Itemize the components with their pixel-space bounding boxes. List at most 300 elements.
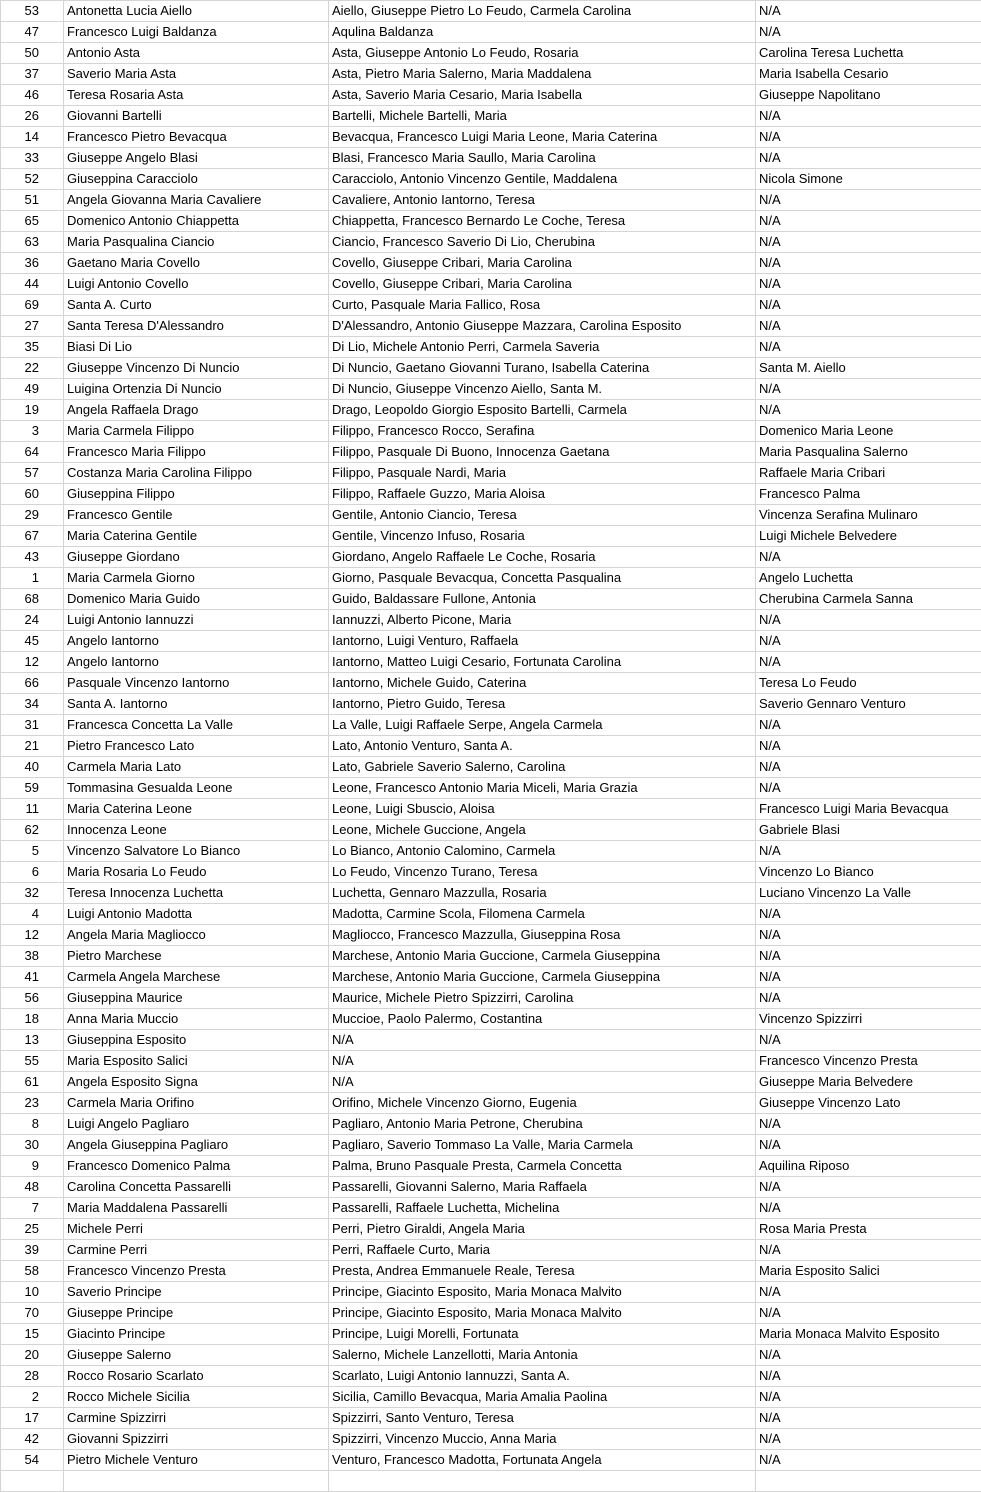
table-row [1, 211, 981, 232]
name-cell[interactable]: Saverio Principe [64, 1282, 329, 1303]
id-cell[interactable]: 25 [1, 1219, 64, 1240]
spouse-cell[interactable] [756, 1471, 981, 1492]
spouse-cell[interactable]: N/A [756, 610, 981, 631]
spouse-cell[interactable]: N/A [756, 1240, 981, 1261]
table-row [1, 1198, 981, 1219]
name-cell[interactable]: Angela Giuseppina Pagliaro [64, 1135, 329, 1156]
parents-cell[interactable]: Luchetta, Gennaro Mazzulla, Rosaria [329, 883, 756, 904]
id-cell[interactable]: 47 [1, 22, 64, 43]
parents-cell[interactable]: Principe, Giacinto Esposito, Maria Monaca Malvito [329, 1282, 756, 1303]
id-cell[interactable]: 57 [1, 463, 64, 484]
id-cell[interactable]: 39 [1, 1240, 64, 1261]
id-cell[interactable]: 34 [1, 694, 64, 715]
id-cell[interactable]: 51 [1, 190, 64, 211]
parents-cell[interactable]: Venturo, Francesco Madotta, Fortunata Angela [329, 1450, 756, 1471]
parents-cell[interactable]: Filippo, Raffaele Guzzo, Maria Aloisa [329, 484, 756, 505]
spouse-cell[interactable]: Giuseppe Maria Belvedere [756, 1072, 981, 1093]
id-cell[interactable]: 24 [1, 610, 64, 631]
spouse-cell[interactable]: Domenico Maria Leone [756, 421, 981, 442]
spouse-cell[interactable]: N/A [756, 1387, 981, 1408]
id-cell[interactable] [1, 1471, 64, 1492]
parents-cell[interactable]: Pagliaro, Saverio Tommaso La Valle, Maria Carmela [329, 1135, 756, 1156]
parents-cell[interactable]: Iantorno, Luigi Venturo, Raffaela [329, 631, 756, 652]
parents-cell[interactable]: Aqulina Baldanza [329, 22, 756, 43]
spouse-cell[interactable]: N/A [756, 295, 981, 316]
name-cell[interactable]: Santa Teresa D'Alessandro [64, 316, 329, 337]
spouse-cell[interactable]: Luciano Vincenzo La Valle [756, 883, 981, 904]
spouse-cell[interactable]: N/A [756, 253, 981, 274]
parents-cell[interactable]: Principe, Giacinto Esposito, Maria Monaca Malvito [329, 1303, 756, 1324]
id-cell[interactable]: 42 [1, 1429, 64, 1450]
spouse-cell[interactable]: N/A [756, 1114, 981, 1135]
spouse-cell[interactable]: Aquilina Riposo [756, 1156, 981, 1177]
id-cell[interactable]: 52 [1, 169, 64, 190]
id-cell[interactable]: 67 [1, 526, 64, 547]
name-cell[interactable]: Luigi Antonio Covello [64, 274, 329, 295]
spouse-cell[interactable]: N/A [756, 904, 981, 925]
id-cell[interactable]: 58 [1, 1261, 64, 1282]
parents-cell[interactable]: Leone, Michele Guccione, Angela [329, 820, 756, 841]
spouse-cell[interactable]: Gabriele Blasi [756, 820, 981, 841]
spouse-cell[interactable]: N/A [756, 1303, 981, 1324]
name-cell[interactable]: Pietro Francesco Lato [64, 736, 329, 757]
parents-cell[interactable]: Giorno, Pasquale Bevacqua, Concetta Pasqualina [329, 568, 756, 589]
parents-cell[interactable]: Leone, Luigi Sbuscio, Aloisa [329, 799, 756, 820]
spouse-cell[interactable]: Nicola Simone [756, 169, 981, 190]
id-cell[interactable]: 5 [1, 841, 64, 862]
name-cell[interactable]: Francesco Gentile [64, 505, 329, 526]
spouse-cell[interactable]: N/A [756, 232, 981, 253]
spouse-cell[interactable]: N/A [756, 211, 981, 232]
name-cell[interactable]: Biasi Di Lio [64, 337, 329, 358]
name-cell[interactable]: Francesco Luigi Baldanza [64, 22, 329, 43]
spouse-cell[interactable]: N/A [756, 1429, 981, 1450]
id-cell[interactable]: 35 [1, 337, 64, 358]
table-row [1, 253, 981, 274]
name-cell[interactable]: Luigi Antonio Madotta [64, 904, 329, 925]
name-cell[interactable]: Antonio Asta [64, 43, 329, 64]
name-cell[interactable]: Carmela Maria Orifino [64, 1093, 329, 1114]
spouse-cell[interactable]: N/A [756, 988, 981, 1009]
name-cell[interactable]: Domenico Maria Guido [64, 589, 329, 610]
name-cell[interactable]: Rocco Rosario Scarlato [64, 1366, 329, 1387]
id-cell[interactable]: 49 [1, 379, 64, 400]
spouse-cell[interactable]: N/A [756, 1030, 981, 1051]
table-row [1, 1429, 981, 1450]
parents-cell[interactable]: Lo Bianco, Antonio Calomino, Carmela [329, 841, 756, 862]
id-cell[interactable]: 4 [1, 904, 64, 925]
parents-cell[interactable]: Covello, Giuseppe Cribari, Maria Carolina [329, 274, 756, 295]
name-cell[interactable]: Giacinto Principe [64, 1324, 329, 1345]
parents-cell[interactable]: Spizzirri, Vincenzo Muccio, Anna Maria [329, 1429, 756, 1450]
spouse-cell[interactable]: Angelo Luchetta [756, 568, 981, 589]
parents-cell[interactable]: Perri, Pietro Giraldi, Angela Maria [329, 1219, 756, 1240]
spouse-cell[interactable]: N/A [756, 631, 981, 652]
id-cell[interactable]: 21 [1, 736, 64, 757]
id-cell[interactable]: 13 [1, 1030, 64, 1051]
id-cell[interactable]: 8 [1, 1114, 64, 1135]
spouse-cell[interactable]: Luigi Michele Belvedere [756, 526, 981, 547]
name-cell[interactable]: Maria Carmela Filippo [64, 421, 329, 442]
spouse-cell[interactable]: N/A [756, 757, 981, 778]
id-cell[interactable]: 41 [1, 967, 64, 988]
id-cell[interactable]: 26 [1, 106, 64, 127]
parents-cell[interactable]: Asta, Pietro Maria Salerno, Maria Maddalena [329, 64, 756, 85]
name-cell[interactable]: Giuseppe Giordano [64, 547, 329, 568]
spouse-cell[interactable]: Carolina Teresa Luchetta [756, 43, 981, 64]
name-cell[interactable]: Giuseppina Caracciolo [64, 169, 329, 190]
name-cell[interactable]: Carolina Concetta Passarelli [64, 1177, 329, 1198]
name-cell[interactable]: Francesco Maria Filippo [64, 442, 329, 463]
name-cell[interactable]: Maria Caterina Gentile [64, 526, 329, 547]
spouse-cell[interactable]: N/A [756, 841, 981, 862]
id-cell[interactable]: 64 [1, 442, 64, 463]
id-cell[interactable]: 36 [1, 253, 64, 274]
id-cell[interactable]: 12 [1, 925, 64, 946]
id-cell[interactable]: 70 [1, 1303, 64, 1324]
name-cell[interactable]: Carmine Spizzirri [64, 1408, 329, 1429]
parents-cell[interactable]: Gentile, Antonio Ciancio, Teresa [329, 505, 756, 526]
spouse-cell[interactable]: N/A [756, 22, 981, 43]
parents-cell[interactable]: Passarelli, Giovanni Salerno, Maria Raffaela [329, 1177, 756, 1198]
id-cell[interactable]: 45 [1, 631, 64, 652]
name-cell[interactable]: Maria Caterina Leone [64, 799, 329, 820]
id-cell[interactable]: 11 [1, 799, 64, 820]
parents-cell[interactable]: Iannuzzi, Alberto Picone, Maria [329, 610, 756, 631]
name-cell[interactable]: Costanza Maria Carolina Filippo [64, 463, 329, 484]
id-cell[interactable]: 65 [1, 211, 64, 232]
name-cell[interactable]: Giovanni Bartelli [64, 106, 329, 127]
parents-cell[interactable]: Guido, Baldassare Fullone, Antonia [329, 589, 756, 610]
parents-cell[interactable]: Muccioe, Paolo Palermo, Costantina [329, 1009, 756, 1030]
parents-cell[interactable]: Covello, Giuseppe Cribari, Maria Carolina [329, 253, 756, 274]
parents-cell[interactable]: N/A [329, 1030, 756, 1051]
table-row [1, 820, 981, 841]
spouse-cell[interactable]: N/A [756, 1366, 981, 1387]
id-cell[interactable]: 68 [1, 589, 64, 610]
name-cell[interactable]: Giuseppe Angelo Blasi [64, 148, 329, 169]
parents-cell[interactable]: La Valle, Luigi Raffaele Serpe, Angela Carmela [329, 715, 756, 736]
spouse-cell[interactable]: N/A [756, 967, 981, 988]
id-cell[interactable]: 48 [1, 1177, 64, 1198]
parents-cell[interactable]: D'Alessandro, Antonio Giuseppe Mazzara, Carolina Esposito [329, 316, 756, 337]
name-cell[interactable]: Angela Maria Magliocco [64, 925, 329, 946]
spouse-cell[interactable]: Vincenzo Spizzirri [756, 1009, 981, 1030]
name-cell[interactable]: Teresa Rosaria Asta [64, 85, 329, 106]
id-cell[interactable]: 54 [1, 1450, 64, 1471]
spouse-cell[interactable]: N/A [756, 1282, 981, 1303]
name-cell[interactable]: Pasquale Vincenzo Iantorno [64, 673, 329, 694]
id-cell[interactable]: 10 [1, 1282, 64, 1303]
name-cell[interactable]: Francesco Pietro Bevacqua [64, 127, 329, 148]
name-cell[interactable]: Maria Maddalena Passarelli [64, 1198, 329, 1219]
parents-cell[interactable]: Lato, Gabriele Saverio Salerno, Carolina [329, 757, 756, 778]
name-cell[interactable]: Carmela Maria Lato [64, 757, 329, 778]
spouse-cell[interactable]: N/A [756, 274, 981, 295]
parents-cell[interactable]: Maurice, Michele Pietro Spizzirri, Carolina [329, 988, 756, 1009]
spouse-cell[interactable]: N/A [756, 1177, 981, 1198]
id-cell[interactable]: 32 [1, 883, 64, 904]
parents-cell[interactable]: Orifino, Michele Vincenzo Giorno, Eugenia [329, 1093, 756, 1114]
parents-cell[interactable]: Di Nuncio, Giuseppe Vincenzo Aiello, Santa M. [329, 379, 756, 400]
id-cell[interactable]: 17 [1, 1408, 64, 1429]
parents-cell[interactable]: Curto, Pasquale Maria Fallico, Rosa [329, 295, 756, 316]
name-cell[interactable]: Vincenzo Salvatore Lo Bianco [64, 841, 329, 862]
name-cell[interactable]: Rocco Michele Sicilia [64, 1387, 329, 1408]
parents-cell[interactable]: Salerno, Michele Lanzellotti, Maria Antonia [329, 1345, 756, 1366]
name-cell[interactable]: Giuseppina Maurice [64, 988, 329, 1009]
name-cell[interactable]: Maria Rosaria Lo Feudo [64, 862, 329, 883]
id-cell[interactable]: 69 [1, 295, 64, 316]
id-cell[interactable]: 29 [1, 505, 64, 526]
spouse-cell[interactable]: Saverio Gennaro Venturo [756, 694, 981, 715]
id-cell[interactable]: 44 [1, 274, 64, 295]
parents-cell[interactable]: Filippo, Pasquale Di Buono, Innocenza Gaetana [329, 442, 756, 463]
id-cell[interactable]: 19 [1, 400, 64, 421]
name-cell[interactable]: Francesco Vincenzo Presta [64, 1261, 329, 1282]
spouse-cell[interactable]: N/A [756, 925, 981, 946]
spouse-cell[interactable]: Francesco Palma [756, 484, 981, 505]
parents-cell[interactable]: N/A [329, 1072, 756, 1093]
parents-cell[interactable]: Palma, Bruno Pasquale Presta, Carmela Concetta [329, 1156, 756, 1177]
name-cell[interactable]: Maria Esposito Salici [64, 1051, 329, 1072]
spouse-cell[interactable]: N/A [756, 1450, 981, 1471]
name-cell[interactable] [64, 1471, 329, 1492]
parents-cell[interactable]: Chiappetta, Francesco Bernardo Le Coche, Teresa [329, 211, 756, 232]
id-cell[interactable]: 14 [1, 127, 64, 148]
name-cell[interactable]: Innocenza Leone [64, 820, 329, 841]
spouse-cell[interactable]: Raffaele Maria Cribari [756, 463, 981, 484]
parents-cell[interactable]: Presta, Andrea Emmanuele Reale, Teresa [329, 1261, 756, 1282]
spouse-cell[interactable]: Giuseppe Napolitano [756, 85, 981, 106]
parents-cell[interactable]: Ciancio, Francesco Saverio Di Lio, Cherubina [329, 232, 756, 253]
parents-cell[interactable]: Marchese, Antonio Maria Guccione, Carmela Giuseppina [329, 946, 756, 967]
id-cell[interactable]: 46 [1, 85, 64, 106]
table-row [1, 43, 981, 64]
parents-cell[interactable]: Filippo, Pasquale Nardi, Maria [329, 463, 756, 484]
spouse-cell[interactable]: N/A [756, 190, 981, 211]
parents-cell[interactable]: Drago, Leopoldo Giorgio Esposito Bartelli, Carmela [329, 400, 756, 421]
name-cell[interactable]: Angela Esposito Signa [64, 1072, 329, 1093]
parents-cell[interactable]: Leone, Francesco Antonio Maria Miceli, Maria Grazia [329, 778, 756, 799]
parents-cell[interactable]: Bevacqua, Francesco Luigi Maria Leone, Maria Caterina [329, 127, 756, 148]
id-cell[interactable]: 62 [1, 820, 64, 841]
table-row [1, 547, 981, 568]
id-cell[interactable]: 28 [1, 1366, 64, 1387]
id-cell[interactable]: 12 [1, 652, 64, 673]
spouse-cell[interactable]: Maria Pasqualina Salerno [756, 442, 981, 463]
table-row [1, 862, 981, 883]
id-cell[interactable]: 55 [1, 1051, 64, 1072]
spouse-cell[interactable]: Francesco Luigi Maria Bevacqua [756, 799, 981, 820]
spouse-cell[interactable]: N/A [756, 715, 981, 736]
parents-cell[interactable]: Cavaliere, Antonio Iantorno, Teresa [329, 190, 756, 211]
parents-cell[interactable]: Filippo, Francesco Rocco, Serafina [329, 421, 756, 442]
name-cell[interactable]: Giuseppe Vincenzo Di Nuncio [64, 358, 329, 379]
parents-cell[interactable]: Scarlato, Luigi Antonio Iannuzzi, Santa A. [329, 1366, 756, 1387]
name-cell[interactable]: Antonetta Lucia Aiello [64, 1, 329, 22]
spouse-cell[interactable]: Teresa Lo Feudo [756, 673, 981, 694]
spouse-cell[interactable]: N/A [756, 778, 981, 799]
id-cell[interactable]: 53 [1, 1, 64, 22]
spouse-cell[interactable]: N/A [756, 127, 981, 148]
id-cell[interactable]: 59 [1, 778, 64, 799]
parents-cell[interactable]: Caracciolo, Antonio Vincenzo Gentile, Maddalena [329, 169, 756, 190]
parents-cell[interactable]: N/A [329, 1051, 756, 1072]
table-row [1, 1282, 981, 1303]
parents-cell[interactable] [329, 1471, 756, 1492]
parents-cell[interactable]: Di Nuncio, Gaetano Giovanni Turano, Isabella Caterina [329, 358, 756, 379]
id-cell[interactable]: 60 [1, 484, 64, 505]
spouse-cell[interactable]: N/A [756, 652, 981, 673]
spouse-cell[interactable]: N/A [756, 400, 981, 421]
id-cell[interactable]: 7 [1, 1198, 64, 1219]
name-cell[interactable]: Giuseppe Salerno [64, 1345, 329, 1366]
parents-cell[interactable]: Sicilia, Camillo Bevacqua, Maria Amalia Paolina [329, 1387, 756, 1408]
spouse-cell[interactable]: Rosa Maria Presta [756, 1219, 981, 1240]
spouse-cell[interactable]: N/A [756, 946, 981, 967]
name-cell[interactable]: Angelo Iantorno [64, 652, 329, 673]
parents-cell[interactable]: Blasi, Francesco Maria Saullo, Maria Carolina [329, 148, 756, 169]
spouse-cell[interactable]: N/A [756, 337, 981, 358]
parents-cell[interactable]: Principe, Luigi Morelli, Fortunata [329, 1324, 756, 1345]
name-cell[interactable]: Giovanni Spizzirri [64, 1429, 329, 1450]
parents-cell[interactable]: Bartelli, Michele Bartelli, Maria [329, 106, 756, 127]
spouse-cell[interactable]: N/A [756, 1345, 981, 1366]
parents-cell[interactable]: Iantorno, Matteo Luigi Cesario, Fortunata Carolina [329, 652, 756, 673]
parents-cell[interactable]: Lato, Antonio Venturo, Santa A. [329, 736, 756, 757]
parents-cell[interactable]: Di Lio, Michele Antonio Perri, Carmela Saveria [329, 337, 756, 358]
parents-cell[interactable]: Spizzirri, Santo Venturo, Teresa [329, 1408, 756, 1429]
parents-cell[interactable]: Gentile, Vincenzo Infuso, Rosaria [329, 526, 756, 547]
id-cell[interactable]: 37 [1, 64, 64, 85]
spouse-cell[interactable]: Vincenza Serafina Mulinaro [756, 505, 981, 526]
name-cell[interactable]: Luigi Angelo Pagliaro [64, 1114, 329, 1135]
spouse-cell[interactable]: N/A [756, 316, 981, 337]
id-cell[interactable]: 31 [1, 715, 64, 736]
spouse-cell[interactable]: N/A [756, 1198, 981, 1219]
name-cell[interactable]: Michele Perri [64, 1219, 329, 1240]
id-cell[interactable]: 56 [1, 988, 64, 1009]
id-cell[interactable]: 20 [1, 1345, 64, 1366]
name-cell[interactable]: Santa A. Curto [64, 295, 329, 316]
id-cell[interactable]: 9 [1, 1156, 64, 1177]
table-row [1, 1177, 981, 1198]
id-cell[interactable]: 40 [1, 757, 64, 778]
name-cell[interactable]: Pietro Marchese [64, 946, 329, 967]
spouse-cell[interactable]: N/A [756, 379, 981, 400]
spouse-cell[interactable]: N/A [756, 1, 981, 22]
parents-cell[interactable]: Passarelli, Raffaele Luchetta, Michelina [329, 1198, 756, 1219]
id-cell[interactable]: 43 [1, 547, 64, 568]
parents-cell[interactable]: Aiello, Giuseppe Pietro Lo Feudo, Carmela Carolina [329, 1, 756, 22]
spouse-cell[interactable]: N/A [756, 106, 981, 127]
name-cell[interactable]: Carmine Perri [64, 1240, 329, 1261]
parents-cell[interactable]: Madotta, Carmine Scola, Filomena Carmela [329, 904, 756, 925]
id-cell[interactable]: 2 [1, 1387, 64, 1408]
name-cell[interactable]: Maria Carmela Giorno [64, 568, 329, 589]
spouse-cell[interactable]: Cherubina Carmela Sanna [756, 589, 981, 610]
parents-cell[interactable]: Lo Feudo, Vincenzo Turano, Teresa [329, 862, 756, 883]
parents-cell[interactable]: Iantorno, Pietro Guido, Teresa [329, 694, 756, 715]
name-cell[interactable]: Angelo Iantorno [64, 631, 329, 652]
parents-cell[interactable]: Pagliaro, Antonio Maria Petrone, Cherubina [329, 1114, 756, 1135]
spouse-cell[interactable]: N/A [756, 547, 981, 568]
name-cell[interactable]: Gaetano Maria Covello [64, 253, 329, 274]
spouse-cell[interactable]: Santa M. Aiello [756, 358, 981, 379]
name-cell[interactable]: Teresa Innocenza Luchetta [64, 883, 329, 904]
spouse-cell[interactable]: Francesco Vincenzo Presta [756, 1051, 981, 1072]
name-cell[interactable]: Domenico Antonio Chiappetta [64, 211, 329, 232]
table-row [1, 1009, 981, 1030]
table-row [1, 463, 981, 484]
id-cell[interactable]: 61 [1, 1072, 64, 1093]
spouse-cell[interactable]: Vincenzo Lo Bianco [756, 862, 981, 883]
parents-cell[interactable]: Giordano, Angelo Raffaele Le Coche, Rosaria [329, 547, 756, 568]
id-cell[interactable]: 1 [1, 568, 64, 589]
name-cell[interactable]: Maria Pasqualina Ciancio [64, 232, 329, 253]
name-cell[interactable]: Luigina Ortenzia Di Nuncio [64, 379, 329, 400]
id-cell[interactable]: 63 [1, 232, 64, 253]
id-cell[interactable]: 33 [1, 148, 64, 169]
name-cell[interactable]: Saverio Maria Asta [64, 64, 329, 85]
parents-cell[interactable]: Marchese, Antonio Maria Guccione, Carmela Giuseppina [329, 967, 756, 988]
name-cell[interactable]: Pietro Michele Venturo [64, 1450, 329, 1471]
name-cell[interactable]: Giuseppina Esposito [64, 1030, 329, 1051]
name-cell[interactable]: Giuseppina Filippo [64, 484, 329, 505]
id-cell[interactable]: 38 [1, 946, 64, 967]
name-cell[interactable]: Giuseppe Principe [64, 1303, 329, 1324]
name-cell[interactable]: Angela Giovanna Maria Cavaliere [64, 190, 329, 211]
id-cell[interactable]: 22 [1, 358, 64, 379]
parents-cell[interactable]: Asta, Giuseppe Antonio Lo Feudo, Rosaria [329, 43, 756, 64]
table-row [1, 589, 981, 610]
id-cell[interactable]: 23 [1, 1093, 64, 1114]
spouse-cell[interactable]: N/A [756, 736, 981, 757]
table-row [1, 610, 981, 631]
table-row [1, 505, 981, 526]
id-cell[interactable]: 30 [1, 1135, 64, 1156]
id-cell[interactable]: 50 [1, 43, 64, 64]
id-cell[interactable]: 6 [1, 862, 64, 883]
spouse-cell[interactable]: N/A [756, 1408, 981, 1429]
parents-cell[interactable]: Perri, Raffaele Curto, Maria [329, 1240, 756, 1261]
name-cell[interactable]: Carmela Angela Marchese [64, 967, 329, 988]
id-cell[interactable]: 18 [1, 1009, 64, 1030]
parents-cell[interactable]: Asta, Saverio Maria Cesario, Maria Isabella [329, 85, 756, 106]
id-cell[interactable]: 3 [1, 421, 64, 442]
id-cell[interactable]: 66 [1, 673, 64, 694]
name-cell[interactable]: Santa A. Iantorno [64, 694, 329, 715]
name-cell[interactable]: Luigi Antonio Iannuzzi [64, 610, 329, 631]
name-cell[interactable]: Francesco Domenico Palma [64, 1156, 329, 1177]
id-cell[interactable]: 15 [1, 1324, 64, 1345]
table-row [1, 1114, 981, 1135]
spouse-cell[interactable]: Maria Esposito Salici [756, 1261, 981, 1282]
id-cell[interactable]: 27 [1, 316, 64, 337]
parents-cell[interactable]: Magliocco, Francesco Mazzulla, Giuseppina Rosa [329, 925, 756, 946]
spouse-cell[interactable]: Maria Monaca Malvito Esposito [756, 1324, 981, 1345]
name-cell[interactable]: Anna Maria Muccio [64, 1009, 329, 1030]
spouse-cell[interactable]: N/A [756, 148, 981, 169]
parents-cell[interactable]: Iantorno, Michele Guido, Caterina [329, 673, 756, 694]
spouse-cell[interactable]: Giuseppe Vincenzo Lato [756, 1093, 981, 1114]
name-cell[interactable]: Angela Raffaela Drago [64, 400, 329, 421]
spouse-cell[interactable]: N/A [756, 1135, 981, 1156]
name-cell[interactable]: Tommasina Gesualda Leone [64, 778, 329, 799]
spouse-cell[interactable]: Maria Isabella Cesario [756, 64, 981, 85]
name-cell[interactable]: Francesca Concetta La Valle [64, 715, 329, 736]
